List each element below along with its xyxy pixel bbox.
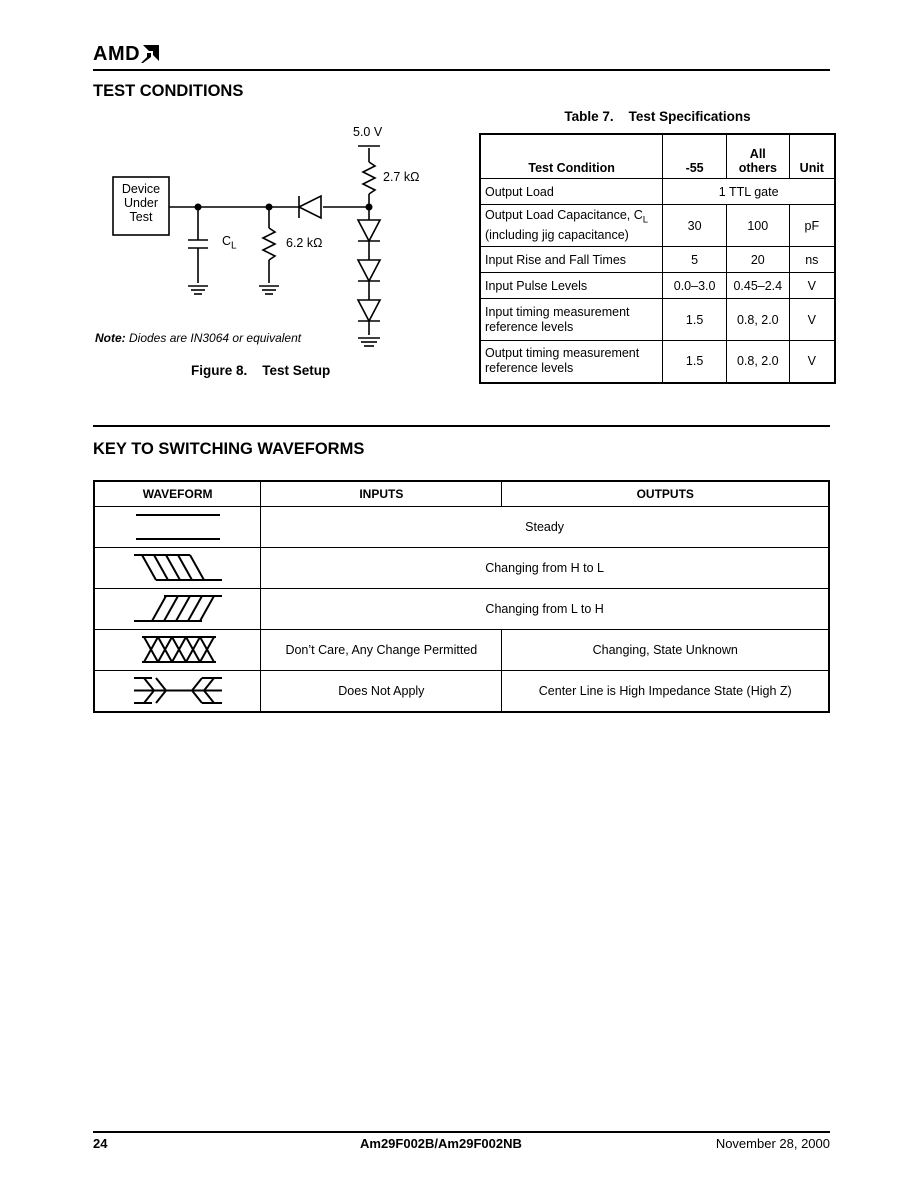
r1-label: 2.7 kΩ (383, 170, 420, 184)
footer-divider (93, 1131, 830, 1133)
row-label: Output Load (480, 179, 663, 205)
header-divider (93, 69, 830, 71)
table-row (94, 507, 829, 548)
row-value-55: 0.0–3.0 (663, 273, 727, 299)
row-unit: V (789, 341, 835, 383)
merged-description: Changing from L to H (261, 589, 829, 630)
high-z-waveform-icon (130, 673, 226, 707)
row-merged-value: 1 TTL gate (663, 179, 835, 205)
switching-waveforms-table (93, 480, 830, 713)
header-inputs: INPUTS (261, 481, 502, 507)
section-divider (93, 425, 830, 427)
waveform-cell (94, 671, 261, 713)
table-row (94, 589, 829, 630)
r2-label: 6.2 kΩ (286, 236, 323, 250)
table-row (480, 179, 835, 205)
steady-waveform-icon (130, 509, 226, 543)
header-test-condition: Test Condition (480, 134, 663, 179)
cap-label: $C_L$ (222, 234, 237, 252)
header-all-others: All others (726, 134, 789, 179)
header-outputs: OUTPUTS (502, 481, 829, 507)
header-unit: Unit (789, 134, 835, 179)
brand-text: AMD (93, 43, 141, 65)
row-value-55: 1.5 (663, 341, 727, 383)
row-value-all: 0.45–2.4 (726, 273, 789, 299)
table-row (480, 273, 835, 299)
waveform-cell (94, 548, 261, 589)
outputs-description: Center Line is High Impedance State (High Z) (502, 671, 829, 713)
row-value-all: 0.8, 2.0 (726, 299, 789, 341)
document-date: November 28, 2000 (715, 1136, 830, 1151)
waveform-cell (94, 589, 261, 630)
spec-table-caption: Table 7. Test Specifications (564, 109, 751, 124)
dont-care-waveform-icon (130, 632, 226, 666)
table-row (94, 630, 829, 671)
page-number: 24 (93, 1136, 108, 1151)
table-row (94, 548, 829, 589)
inputs-description: Does Not Apply (261, 671, 502, 713)
row-unit: V (789, 273, 835, 299)
h-to-l-waveform-icon (130, 550, 226, 584)
row-label: Output Load Capacitance, $C_L$ (including jig capacitance) (480, 205, 663, 247)
row-value-55: 5 (663, 247, 727, 273)
l-to-h-waveform-icon (130, 591, 226, 625)
diode-note: Note: Diodes are IN3064 or equivalent (95, 331, 302, 345)
inputs-description: Don’t Care, Any Change Permitted (261, 630, 502, 671)
table-row (480, 247, 835, 273)
header-55: -55 (663, 134, 727, 179)
table-header-row (480, 134, 835, 179)
waveform-cell (94, 507, 261, 548)
row-label: Output timing measurement reference levels (480, 341, 663, 383)
amd-logo (93, 42, 159, 66)
row-label: Input Pulse Levels (480, 273, 663, 299)
test-setup-circuit (93, 120, 423, 360)
amd-arrow-icon (141, 45, 159, 63)
table-row (480, 205, 835, 247)
merged-description: Steady (261, 507, 829, 548)
row-unit: V (789, 299, 835, 341)
row-value-all: 100 (726, 205, 789, 247)
waveforms-title: KEY TO SWITCHING WAVEFORMS (93, 440, 365, 458)
row-value-all: 0.8, 2.0 (726, 341, 789, 383)
merged-description: Changing from H to L (261, 548, 829, 589)
row-label: Input Rise and Fall Times (480, 247, 663, 273)
table-row (480, 341, 835, 383)
table-header-row (94, 481, 829, 507)
outputs-description: Changing, State Unknown (502, 630, 829, 671)
table-row (94, 671, 829, 713)
row-unit: ns (789, 247, 835, 273)
header-waveform: WAVEFORM (94, 481, 261, 507)
waveform-cell (94, 630, 261, 671)
figure-caption: Figure 8. Test Setup (191, 363, 331, 378)
document-title: Am29F002B/Am29F002NB (360, 1136, 522, 1151)
supply-voltage-label: 5.0 V (353, 125, 383, 139)
test-conditions-title: TEST CONDITIONS (93, 82, 244, 100)
row-value-all: 20 (726, 247, 789, 273)
device-under-test-label: Device Under Test (121, 182, 161, 224)
table-row (480, 299, 835, 341)
row-value-55: 30 (663, 205, 727, 247)
row-value-55: 1.5 (663, 299, 727, 341)
row-unit: pF (789, 205, 835, 247)
test-specifications-table (479, 133, 836, 384)
row-label: Input timing measurement reference levels (480, 299, 663, 341)
